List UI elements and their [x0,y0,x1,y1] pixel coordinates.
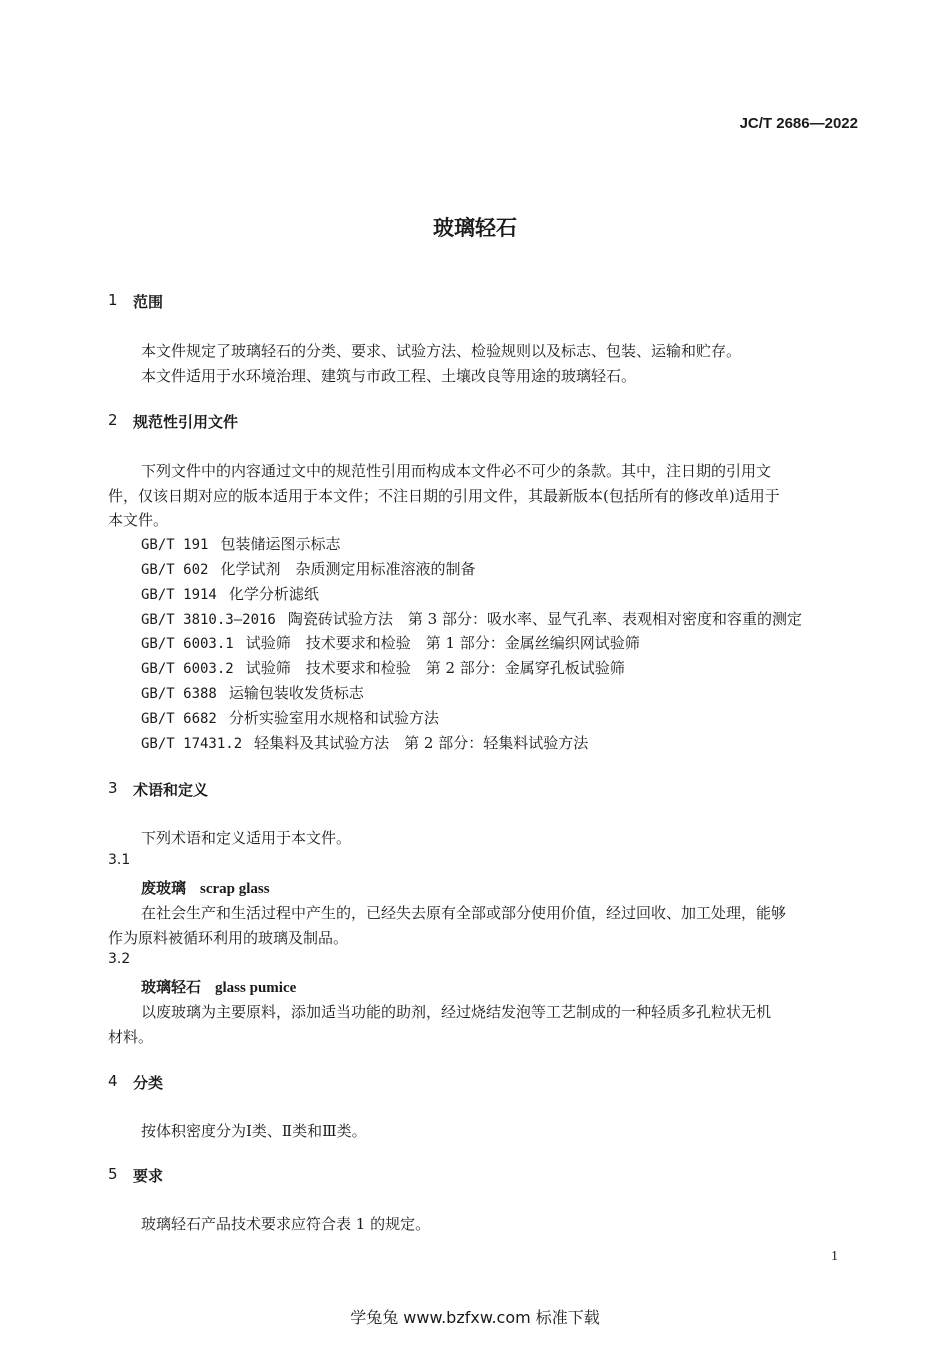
reference-item [141,657,625,678]
term-definition-line-2: 作为原料被循环利用的玻璃及制品。 [108,929,349,947]
reference-item [141,583,319,604]
reference-title: 分析实验室用水规格和试验方法 [228,709,439,727]
reference-code: GB/T 6003.2 [141,661,234,677]
section-4-title: 分类 [133,1074,164,1092]
section-3-number: 3 [108,779,118,797]
term-zh: 玻璃轻石 [141,978,202,996]
section-4-para: 按体积密度分为Ⅰ类、Ⅱ类和Ⅲ类。 [141,1122,367,1140]
standard-code: JC/T 2686—2022 [739,115,858,132]
reference-code: GB/T 191 [141,537,209,553]
reference-title: 化学分析滤纸 [228,585,319,603]
reference-title: 轻集料及其试验方法 第 2 部分：轻集料试验方法 [254,734,589,752]
reference-code: GB/T 1914 [141,587,217,603]
section-1-para-1: 本文件规定了玻璃轻石的分类、要求、试验方法、检验规则以及标志、包装、运输和贮存。 [141,342,742,360]
term-definition-line-1: 以废玻璃为主要原料，添加适当功能的助剂，经过烧结发泡等工艺制成的一种轻质多孔粒状无机 [141,1003,772,1021]
section-2-para-line-2: 件，仅该日期对应的版本适用于本文件；不注日期的引用文件，其最新版本(包括所有的修改单)适用于 [108,487,780,505]
term-en: scrap glass [200,881,270,897]
reference-item [141,608,802,629]
reference-title: 化学试剂 杂质测定用标准溶液的制备 [220,560,476,578]
reference-code: GB/T 602 [141,562,209,578]
reference-title: 包装储运图示标志 [220,535,341,553]
term-definition-line-1: 在社会生产和生活过程中产生的，已经失去原有全部或部分使用价值，经过回收、加工处理，能够 [141,904,787,922]
reference-code: GB/T 17431.2 [141,736,243,752]
page-number: 1 [831,1249,838,1264]
reference-title: 试验筛 技术要求和检验 第 1 部分：金属丝编织网试验筛 [245,634,640,652]
reference-code: GB/T 6003.1 [141,636,234,652]
section-2-number: 2 [108,411,118,429]
section-2-para-line-1: 下列文件中的内容通过文中的规范性引用而构成本文件必不可少的条款。其中，注日期的引用文 [141,462,772,480]
term-number: 3.1 [108,852,131,868]
term-heading [141,877,270,898]
section-1-para-2: 本文件适用于水环境治理、建筑与市政工程、土壤改良等用途的玻璃轻石。 [141,367,637,385]
term-en: glass pumice [215,980,297,996]
reference-item [141,558,475,579]
term-number: 3.2 [108,951,131,967]
term-definition-line-2: 材料。 [108,1028,154,1046]
section-1-title: 范围 [133,293,164,311]
reference-item [141,732,588,753]
reference-title: 运输包装收发货标志 [228,684,364,702]
document-title: 玻璃轻石 [433,216,517,240]
section-1-number: 1 [108,291,118,309]
reference-item [141,707,439,728]
section-3-intro: 下列术语和定义适用于本文件。 [141,829,352,847]
section-3-title: 术语和定义 [133,781,209,799]
reference-code: GB/T 3810.3—2016 [141,612,276,628]
term-zh: 废玻璃 [141,879,187,897]
term-heading [141,976,296,997]
section-5-title: 要求 [133,1167,164,1185]
reference-item [141,682,364,703]
reference-item [141,632,640,653]
section-5-number: 5 [108,1165,118,1183]
reference-title: 陶瓷砖试验方法 第 3 部分：吸水率、显气孔率、表观相对密度和容重的测定 [287,610,802,628]
reference-code: GB/T 6682 [141,711,217,727]
footer-watermark: 学兔兔 www.bzfxw.com 标准下载 [350,1308,600,1327]
reference-code: GB/T 6388 [141,686,217,702]
section-2-title: 规范性引用文件 [133,413,239,431]
section-5-para: 玻璃轻石产品技术要求应符合表 1 的规定。 [141,1215,431,1233]
reference-item [141,533,340,554]
reference-title: 试验筛 技术要求和检验 第 2 部分：金属穿孔板试验筛 [245,659,625,677]
section-2-para-line-3: 本文件。 [108,511,169,529]
section-4-number: 4 [108,1072,118,1090]
